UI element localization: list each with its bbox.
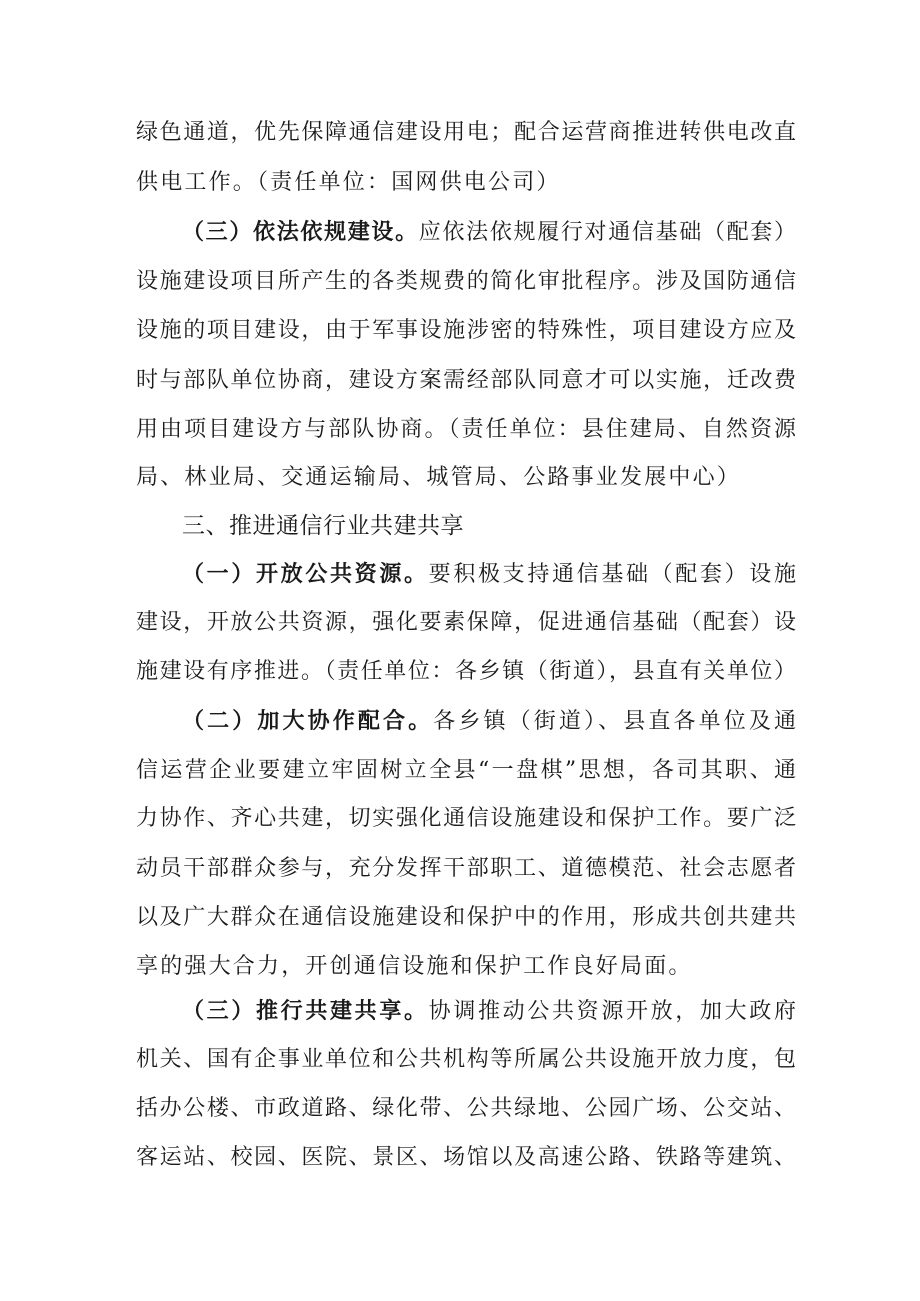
paragraph-line: 力协作、齐心共建，切实强化通信设施建设和保护工作。要广泛 bbox=[136, 806, 796, 831]
item-first-line bbox=[182, 706, 796, 737]
section-heading: 三、推进通信行业共建共享 bbox=[182, 513, 464, 539]
paragraph-line: 设施的项目建设，由于军事设施涉密的特殊性，项目建设方应及 bbox=[136, 318, 796, 343]
item-title: （一）开放公共资源。 bbox=[182, 561, 429, 587]
item-first-line bbox=[182, 217, 796, 248]
paragraph-line: 享的强大合力，开创通信设施和保护工作良好局面。 bbox=[136, 954, 693, 979]
paragraph-line: 客运站、校园、医院、景区、场馆以及高速公路、铁路等建筑、 bbox=[136, 1145, 796, 1170]
item-title: （三）依法依规建设。 bbox=[182, 219, 419, 245]
item-text: 应依法依规履行对通信基础（配套） bbox=[418, 220, 796, 245]
item-title: （三）推行共建共享。 bbox=[182, 998, 429, 1024]
item-text: 各乡镇（街道）、县直各单位及通 bbox=[433, 709, 796, 734]
paragraph-line: 局、林业局、交通运输局、城管局、公路事业发展中心） bbox=[136, 465, 742, 490]
item-text: 协调推动公共资源开放，加大政府 bbox=[428, 999, 796, 1024]
item-first-line bbox=[182, 996, 796, 1027]
paragraph-line: 施建设有序推进。（责任单位：各乡镇（街道），县直有关单位） bbox=[136, 659, 796, 684]
paragraph-line: 设施建设项目所产生的各类规费的简化审批程序。涉及国防通信 bbox=[136, 269, 796, 294]
paragraph-line: 建设，开放公共资源，强化要素保障，促进通信基础（配套）设 bbox=[136, 610, 796, 635]
paragraph-line: 动员干部群众参与，充分发挥干部职工、道德模范、社会志愿者 bbox=[136, 856, 796, 881]
paragraph-line: 括办公楼、市政道路、绿化带、公共绿地、公园广场、公交站、 bbox=[136, 1096, 796, 1121]
item-title: （二）加大协作配合。 bbox=[182, 708, 434, 734]
paragraph-line: 以及广大群众在通信设施建设和保护中的作用，形成共创共建共 bbox=[136, 905, 796, 930]
item-first-line bbox=[182, 559, 796, 590]
item-text: 要积极支持通信基础（配套）设施 bbox=[428, 562, 796, 587]
paragraph-line: 绿色通道，优先保障通信建设用电；配合运营商推进转供电改直 bbox=[136, 120, 796, 145]
paragraph-line: 用由项目建设方与部队协商。（责任单位：县住建局、自然资源 bbox=[136, 417, 796, 442]
paragraph-line: 机关、国有企事业单位和公共机构等所属公共设施开放力度，包 bbox=[136, 1047, 796, 1072]
paragraph-line: 信运营企业要建立牢固树立全县“一盘棋”思想，各司其职、通 bbox=[136, 758, 796, 783]
paragraph-line: 时与部队单位协商，建设方案需经部队同意才可以实施，迁改费 bbox=[136, 368, 796, 393]
paragraph-line: 供电工作。（责任单位：国网供电公司） bbox=[136, 170, 561, 195]
